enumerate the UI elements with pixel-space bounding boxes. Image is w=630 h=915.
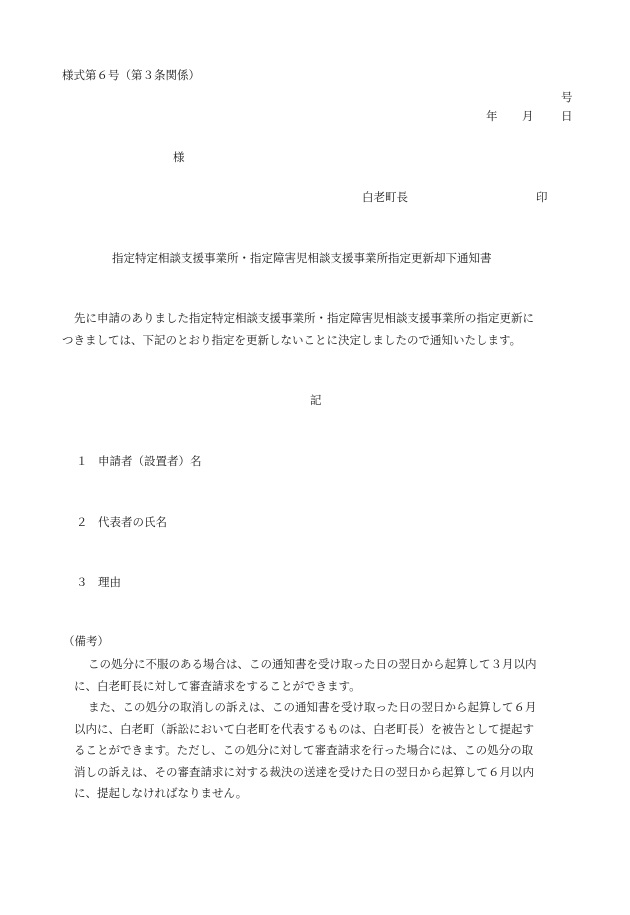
ki-heading: 記 (310, 393, 322, 407)
item-label: 理由 (98, 575, 121, 589)
document-number-suffix: 号 (561, 90, 573, 104)
remarks-line: 消しの訴えは、その審査請求に対する裁決の送達を受けた日の翌日から起算して６月以内 (74, 764, 534, 779)
item-label: 申請者（設置者）名 (98, 454, 202, 468)
remarks-line: に、白老町長に対して審査請求をすることができます。 (74, 678, 361, 693)
remarks-heading: （備考） (63, 634, 109, 648)
remarks-line: 以内に、白老町（訴訟において白老町を代表するものは、白老町長）を被告として提起す (74, 721, 534, 736)
notice-body (62, 307, 582, 351)
issuer-name: 白老町長 (362, 190, 408, 204)
notice-body-line: 先に申請のありました指定特定相談支援事業所・指定障害児相談支援事業所の指定更新に (74, 311, 534, 325)
notice-body-line: つきましては、下記のとおり指定を更新しないことに決定しましたので通知いたします。 (62, 333, 522, 347)
date-year-label: 年 (486, 109, 498, 123)
date-day-label: 日 (561, 109, 573, 123)
remarks-paragraph-2 (74, 697, 574, 805)
addressee-suffix: 様 (173, 150, 185, 164)
document-title: 指定特定相談支援事業所・指定障害児相談支援事業所指定更新却下通知書 (112, 251, 492, 265)
date-month-label: 月 (522, 109, 534, 123)
item-number: １ (76, 454, 88, 468)
item-number: ２ (76, 515, 88, 529)
item-label: 代表者の氏名 (98, 515, 167, 529)
remarks-line: に、提起しなければなりません。 (74, 786, 248, 800)
remarks-line: ることができます。ただし、この処分に対して審査請求を行った場合には、この処分の取 (74, 743, 534, 757)
remarks-paragraph-1 (74, 654, 574, 697)
remarks-line: この処分に不服のある場合は、この通知書を受け取った日の翌日から起算して３月以内 (88, 657, 537, 671)
remarks-line: また、この処分の取消しの訴えは、この通知書を受け取った日の翌日から起算して６月 (88, 700, 537, 714)
seal-mark: 印 (536, 190, 548, 204)
item-number: ３ (76, 575, 88, 589)
form-label: 様式第６号（第３条関係） (62, 68, 200, 82)
